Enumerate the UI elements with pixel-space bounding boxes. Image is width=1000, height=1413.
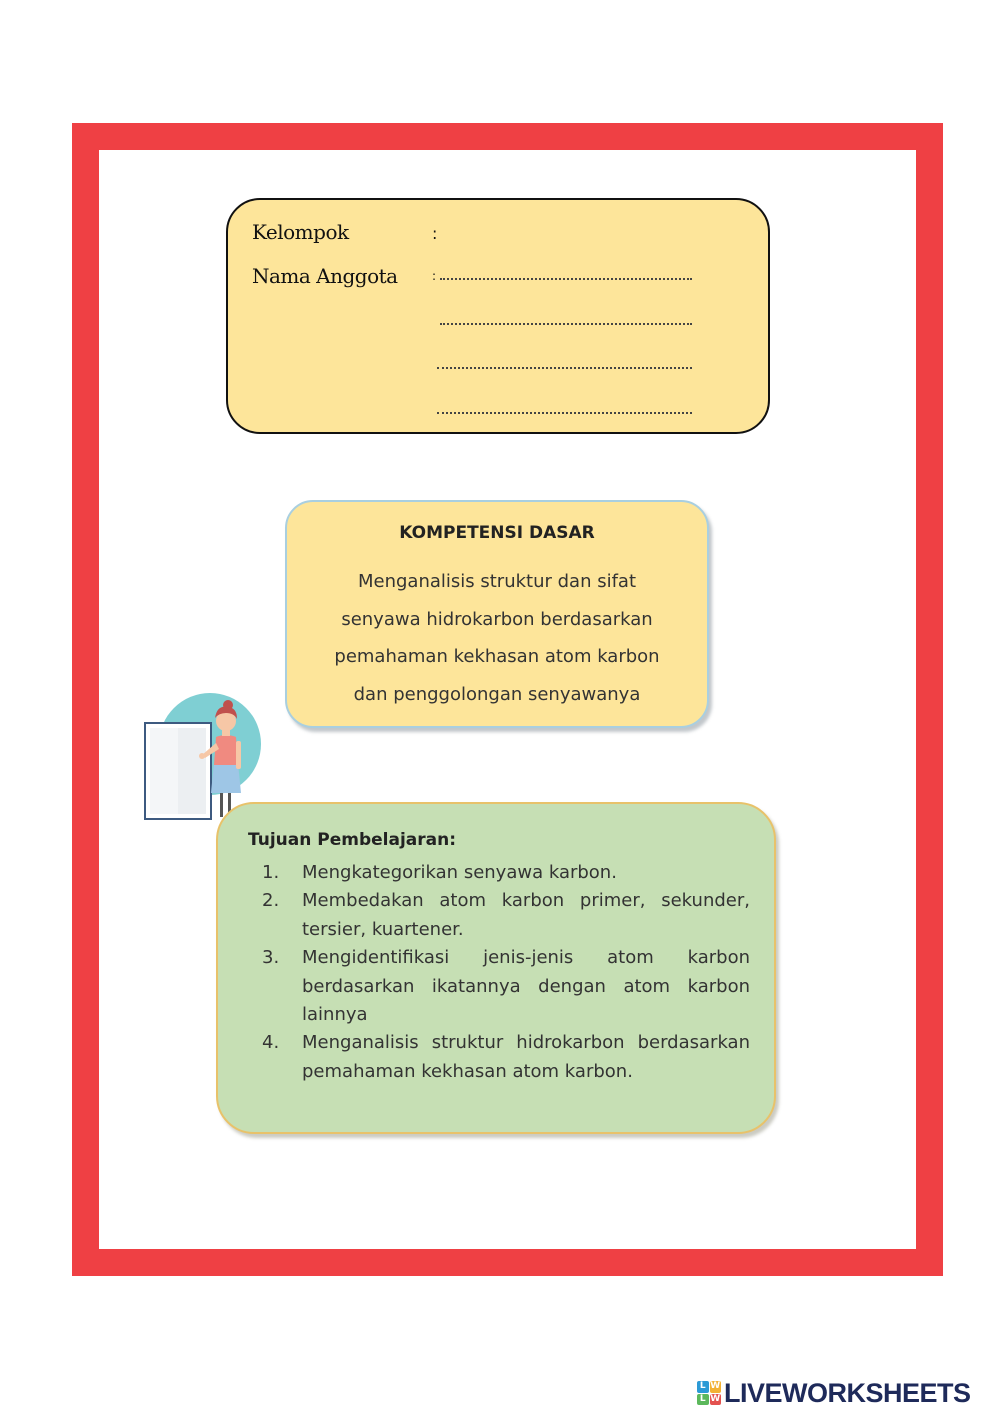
members-colon: : xyxy=(432,269,437,283)
competency-box xyxy=(285,500,709,728)
competency-text xyxy=(287,563,707,713)
member-line-1[interactable] xyxy=(440,278,692,280)
list-text: Mengkategorikan senyawa karbon. xyxy=(302,862,617,883)
objectives-list xyxy=(260,859,750,1086)
liveworksheets-icon: L W L W xyxy=(697,1381,721,1405)
brand-logo xyxy=(697,1378,971,1408)
list-text: Menganalisis struktur hidrokarbon berdasarkan pemahaman kekhasan atom karbon. xyxy=(302,1032,750,1082)
member-line-2[interactable] xyxy=(440,323,692,325)
list-text: Membedakan atom karbon primer, sekunder, tersier, kuartener. xyxy=(302,890,750,940)
competency-title: KOMPETENSI DASAR xyxy=(399,523,595,543)
list-item xyxy=(260,944,750,1029)
list-text: Mengidentifikasi jenis-jenis atom karbon berdasarkan ikatannya dengan atom karbon lainnya xyxy=(302,947,750,1026)
brand-name: LIVEWORKSHEETS xyxy=(724,1377,971,1408)
objectives-title: Tujuan Pembelajaran: xyxy=(248,830,457,850)
list-number: 4. xyxy=(262,1032,280,1054)
list-number: 1. xyxy=(262,862,280,883)
competency-line: dan penggolongan senyawanya xyxy=(353,683,641,705)
competency-line: Menganalisis struktur dan sifat xyxy=(357,571,637,592)
members-label: Nama Anggota xyxy=(252,264,398,288)
objectives-box xyxy=(216,802,776,1134)
identity-box xyxy=(226,198,770,434)
list-number: 2. xyxy=(262,890,280,912)
member-line-4[interactable] xyxy=(437,412,692,414)
competency-line: senyawa hidrokarbon berdasarkan xyxy=(341,608,653,630)
list-item xyxy=(260,887,750,944)
group-colon: : xyxy=(432,224,438,243)
competency-line: pemahaman kekhasan atom karbon xyxy=(334,646,660,667)
member-line-3[interactable] xyxy=(437,367,692,369)
group-label: Kelompok xyxy=(252,220,349,244)
list-item xyxy=(260,1029,750,1086)
list-item xyxy=(260,859,750,887)
list-number: 3. xyxy=(262,947,280,969)
